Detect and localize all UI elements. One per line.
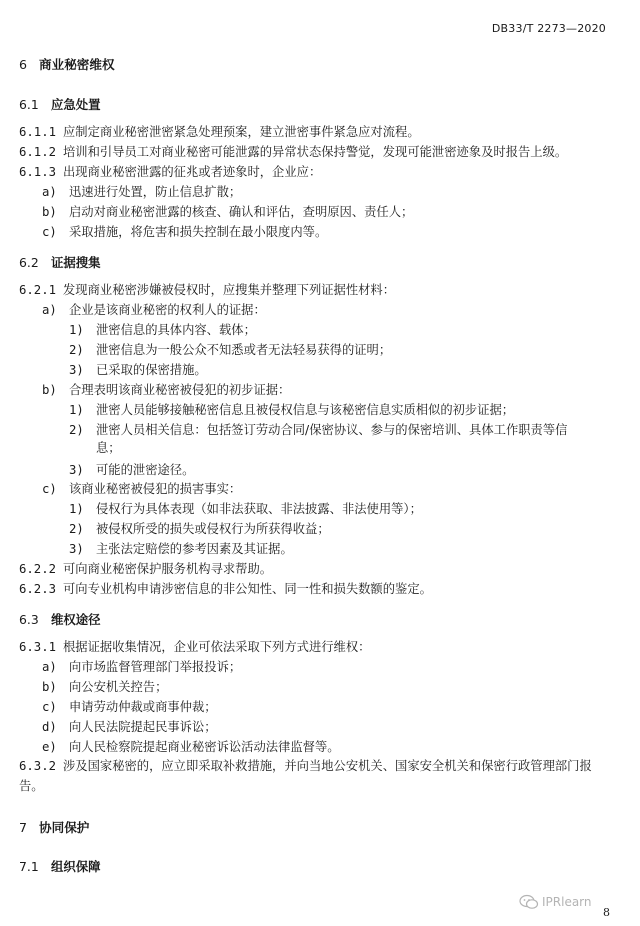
sub-list-item (69, 541, 293, 557)
list-text: 泄密人员能够接触秘密信息且被侵权信息与该秘密信息实质相似的初步证据； (96, 403, 515, 417)
list-item (42, 204, 413, 220)
list-text: 泄密人员相关信息：包括签订劳动合同/保密协议、参与的保密培训、具体工作职责等信 (96, 423, 568, 437)
sub-list-item-continuation: 息； (96, 441, 121, 455)
clause-number: 6.2.2 (19, 562, 57, 576)
sub-list-item (69, 342, 391, 358)
clause-number: 6.1.3 (19, 165, 57, 179)
sub-list-item (69, 322, 256, 338)
list-item (42, 481, 241, 497)
clause-6-3-2 (19, 756, 609, 796)
clause-6-1-2 (19, 144, 567, 160)
list-label: c) (42, 225, 57, 239)
section-number: 6 (19, 57, 28, 72)
list-item (42, 739, 340, 755)
section-title: 协同保护 (39, 820, 90, 835)
list-item (42, 382, 290, 398)
clause-6-3-1 (19, 639, 370, 655)
list-text: 被侵权所受的损失或侵权行为所获得收益； (96, 522, 330, 536)
list-text: 侵权行为具体表现（如非法获取、非法披露、非法使用等）； (96, 502, 422, 516)
list-text: 向人民检察院提起商业秘密诉讼活动法律监督等。 (69, 740, 340, 754)
clause-6-1-1 (19, 124, 420, 140)
section-number: 6.1 (19, 97, 39, 112)
clause-6-2-3 (19, 581, 432, 597)
section-title: 维权途径 (51, 612, 101, 627)
list-text: 主张法定赔偿的参考因素及其证据。 (96, 542, 293, 556)
clause-text: 可向商业秘密保护服务机构寻求帮助。 (63, 562, 273, 576)
watermark (519, 894, 592, 910)
list-label: 2) (69, 522, 84, 536)
list-label: b) (42, 680, 57, 694)
list-item (42, 699, 217, 715)
list-text: 已采取的保密措施。 (96, 363, 207, 377)
section-6-3-heading (19, 610, 101, 628)
section-number: 6.2 (19, 255, 39, 270)
list-label: c) (42, 700, 57, 714)
clause-text: 涉及国家秘密的，应立即采取补救措施，并向当地公安机关、国家安全机关和保密行政管理部门报告。 (19, 759, 592, 793)
list-text: 采取措施，将危害和损失控制在最小限度内等。 (69, 225, 328, 239)
list-label: 2) (69, 423, 84, 437)
clause-6-1-3 (19, 164, 321, 180)
sub-list-item (69, 422, 567, 438)
section-number: 6.3 (19, 612, 39, 627)
standard-number: DB33/T 2273—2020 (491, 22, 606, 35)
list-item (42, 302, 266, 318)
clause-number: 6.1.1 (19, 125, 57, 139)
list-label: d) (42, 720, 57, 734)
clause-text: 发现商业秘密涉嫌被侵权时，应搜集并整理下列证据性材料： (63, 283, 396, 297)
sub-list-item (69, 521, 330, 537)
section-6-1-heading (19, 95, 101, 113)
section-title: 证据搜集 (51, 255, 101, 270)
section-number: 7.1 (19, 859, 39, 874)
list-text: 迅速进行处置，防止信息扩散； (69, 185, 242, 199)
section-7-1-heading (19, 857, 101, 875)
list-text: 泄密信息的具体内容、载体； (96, 323, 256, 337)
clause-text: 出现商业秘密泄露的征兆或者迹象时，企业应： (63, 165, 322, 179)
section-title: 商业秘密维权 (39, 57, 115, 72)
clause-number: 6.3.2 (19, 759, 57, 773)
list-text: 合理表明该商业秘密被侵犯的初步证据： (69, 383, 291, 397)
clause-text: 可向专业机构申请涉密信息的非公知性、同一性和损失数额的鉴定。 (63, 582, 432, 596)
section-title: 组织保障 (51, 859, 101, 874)
list-text: 可能的泄密途径。 (96, 463, 195, 477)
list-label: b) (42, 205, 57, 219)
list-item (42, 224, 327, 240)
sub-list-item (69, 462, 194, 478)
list-label: a) (42, 660, 57, 674)
clause-number: 6.2.1 (19, 283, 57, 297)
list-label: b) (42, 383, 57, 397)
list-label: 3) (69, 542, 84, 556)
list-label: c) (42, 482, 57, 496)
list-text: 泄密信息为一般公众不知悉或者无法轻易获得的证明； (96, 343, 392, 357)
clause-number: 6.2.3 (19, 582, 57, 596)
list-text: 该商业秘密被侵犯的损害事实： (69, 482, 242, 496)
clause-text: 根据证据收集情况，企业可依法采取下列方式进行维权： (63, 640, 371, 654)
list-label: 2) (69, 343, 84, 357)
list-label: e) (42, 740, 57, 754)
section-6-2-heading (19, 253, 101, 271)
wechat-icon (519, 894, 539, 910)
page-number: 8 (603, 906, 610, 919)
list-item (42, 679, 167, 695)
list-text: 向市场监督管理部门举报投诉； (69, 660, 242, 674)
list-text: 向公安机关控告； (69, 680, 168, 694)
list-label: 3) (69, 463, 84, 477)
watermark-text: IPRlearn (542, 895, 592, 909)
clause-6-2-1 (19, 282, 395, 298)
section-7-heading (19, 817, 89, 836)
list-label: 1) (69, 323, 84, 337)
list-item (42, 184, 241, 200)
section-number: 7 (19, 820, 28, 835)
list-text: 申请劳动仲裁或商事仲裁； (69, 700, 217, 714)
section-6-heading (19, 54, 115, 73)
list-text: 企业是该商业秘密的权利人的证据： (69, 303, 266, 317)
list-item (42, 659, 241, 675)
section-title: 应急处置 (51, 97, 101, 112)
sub-list-item (69, 402, 514, 418)
sub-list-item (69, 362, 207, 378)
list-label: 1) (69, 502, 84, 516)
clause-text: 应制定商业秘密泄密紧急处理预案，建立泄密事件紧急应对流程。 (63, 125, 420, 139)
clause-number: 6.3.1 (19, 640, 57, 654)
clause-number: 6.1.2 (19, 145, 57, 159)
clause-6-2-2 (19, 561, 272, 577)
list-text: 向人民法院提起民事诉讼； (69, 720, 217, 734)
clause-text: 培训和引导员工对商业秘密可能泄露的异常状态保持警觉，发现可能泄密迹象及时报告上级。 (63, 145, 568, 159)
list-label: a) (42, 303, 57, 317)
list-text: 启动对商业秘密泄露的核查、确认和评估，查明原因、责任人； (69, 205, 414, 219)
list-item (42, 719, 217, 735)
sub-list-item (69, 501, 422, 517)
list-label: a) (42, 185, 57, 199)
list-label: 1) (69, 403, 84, 417)
list-label: 3) (69, 363, 84, 377)
